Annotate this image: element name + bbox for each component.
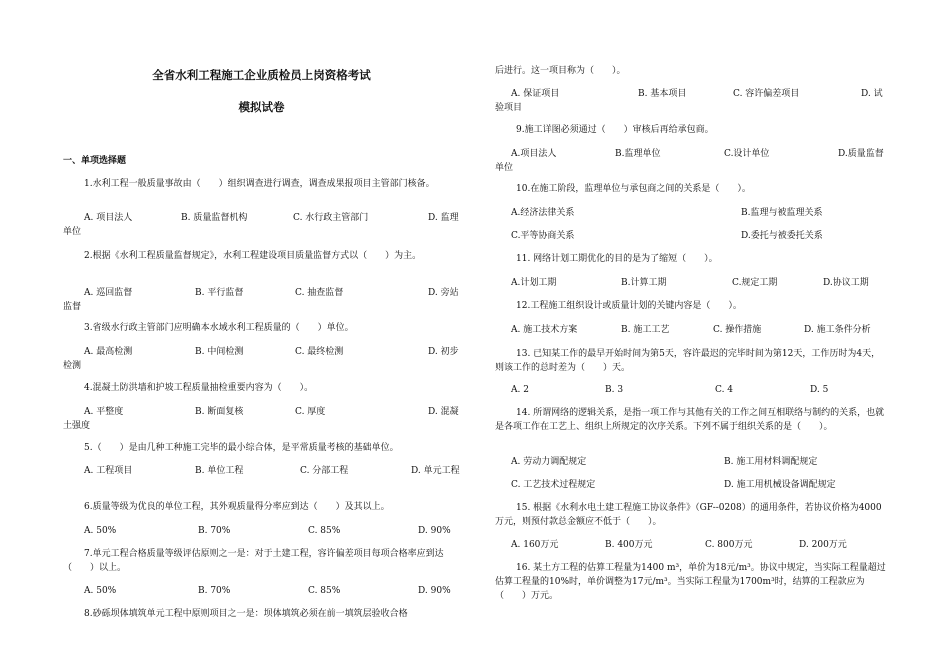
option-b: B. 质量监督机构 xyxy=(181,213,248,223)
option-c: C. 水行政主管部门 xyxy=(293,213,369,223)
question-16 xyxy=(495,561,887,603)
question-1 xyxy=(63,177,460,191)
option-c: C.设计单位 xyxy=(724,149,770,159)
options-7 xyxy=(63,584,460,598)
question-stem: 1.水利工程一般质量事故由（ ）组织调查进行调查，调查成果报项目主管部门核备。 xyxy=(84,179,435,189)
question-stem: 4.混凝土防洪墙和护坡工程质量抽检重要内容为（ ）。 xyxy=(84,383,314,393)
option-a: A. 160万元 xyxy=(511,540,559,550)
question-stem: 14. 所谓网络的逻辑关系，是指一项工作与其他有关的工作之间互相联络与制约的关系，也就是各项工作在工艺上、组织上所规定的次序关系。下列不属于组织关系的是（ ）。 xyxy=(495,408,885,432)
option-d: D. 混凝土强度 xyxy=(63,407,459,431)
option-b: B. 3 xyxy=(605,385,624,395)
question-stem: 7.单元工程合格质量等级评估原则之一是：对于土建工程，容许偏差项目每项合格率应到达（ ）以上。 xyxy=(63,549,444,573)
question-3 xyxy=(63,321,460,335)
option-c: C. 操作措施 xyxy=(713,325,762,335)
option-b: B. 单位工程 xyxy=(195,466,244,476)
option-c: C. 工艺技术过程规定 xyxy=(511,480,596,490)
option-c: C. 容许偏差项目 xyxy=(733,89,800,99)
question-stem: 5.（ ）是由几种工种施工完毕的最小综合体，是平常质量考核的基础单位。 xyxy=(84,443,399,453)
question-10 xyxy=(495,182,887,196)
options-10-row2 xyxy=(495,229,887,243)
option-a: A. 工程项目 xyxy=(84,466,133,476)
option-b: B. 基本项目 xyxy=(638,89,687,99)
question-stem: 8.砂砾坝体填筑单元工程中原则项目之一是：坝体填筑必须在前一填筑层验收合格 xyxy=(84,609,408,619)
option-d: D. 单元工程 xyxy=(411,466,460,476)
question-stem: 6.质量等级为优良的单位工程，其外观质量得分率应到达（ ）及其以上。 xyxy=(84,502,390,512)
options-6 xyxy=(63,524,460,538)
section-heading: 一、单项选择题 xyxy=(63,156,127,166)
option-a: A. 最高检测 xyxy=(84,347,133,357)
question-8 xyxy=(63,607,460,621)
option-d: D.委托与被委托关系 xyxy=(741,231,823,241)
option-c: C. 厚度 xyxy=(295,407,326,417)
options-14 xyxy=(495,455,887,469)
option-c: C.平等协商关系 xyxy=(511,231,575,241)
option-c: C. 抽查监督 xyxy=(295,288,344,298)
option-a: A. 劳动力调配规定 xyxy=(511,457,587,467)
option-a: A. 2 xyxy=(511,385,529,395)
option-a: A. 50% xyxy=(84,586,117,596)
question-15 xyxy=(495,501,887,529)
option-b: B. 中间检测 xyxy=(195,347,244,357)
option-a: A. 项目法人 xyxy=(84,213,133,223)
question-stem: 10.在施工阶段，监理单位与承包商之间的关系是（ ）。 xyxy=(516,184,751,194)
option-a: A.经济法律关系 xyxy=(511,208,575,218)
option-c: C. 85% xyxy=(308,526,341,536)
option-b: B. 施工工艺 xyxy=(621,325,670,335)
question-stem: 9.施工详图必须通过（ ）审核后再给承包商。 xyxy=(516,125,714,135)
question-stem: 11. 网络计划工期优化的目的是为了缩短（ ）。 xyxy=(516,254,718,264)
question-2 xyxy=(63,249,460,263)
options-8 xyxy=(495,87,887,115)
question-stem: 15. 根据《水利水电土建工程施工协议条件》（GF--0208）的通用条件，若协议价格为4000万元，则预付款总金额应不低于（ ）。 xyxy=(495,503,882,527)
options-14-row2 xyxy=(495,478,887,492)
option-a: A. 巡回监督 xyxy=(84,288,133,298)
question-stem: 16. 某土方工程的估算工程量为1400 m³，单价为18元/m³。协议中规定，当实际工程量超过估算工程量的10%时，单价调整为17元/m³。当实际工程量为1700m³时，结算的工程款应为（ ）万元。 xyxy=(495,563,886,601)
question-6 xyxy=(63,500,460,514)
option-b: B.监理单位 xyxy=(615,149,661,159)
options-4 xyxy=(63,405,460,433)
options-9 xyxy=(495,147,887,175)
options-2 xyxy=(63,286,460,314)
question-11 xyxy=(495,252,887,266)
option-d: D.协议工期 xyxy=(823,278,869,288)
option-a: A.计划工期 xyxy=(511,278,557,288)
option-d: D. 试验项目 xyxy=(495,89,883,113)
options-1 xyxy=(63,211,460,239)
question-stem: 13. 已知某工作的最早开始时间为第5天，容许最迟的完毕时间为第12天，工作历时为4天，则该工作的总时差为（ ）天。 xyxy=(495,349,881,373)
option-a: A. 平整度 xyxy=(84,407,124,417)
option-d: D.质量监督单位 xyxy=(495,149,884,173)
question-14 xyxy=(495,406,887,434)
option-d: D. 施工用机械设备调配规定 xyxy=(724,480,836,490)
exam-title: 全省水利工程施工企业质检员上岗资格考试 xyxy=(152,68,371,82)
option-b: B.计算工期 xyxy=(621,278,667,288)
option-d: D. 初步检测 xyxy=(63,347,459,371)
options-5 xyxy=(63,464,460,492)
question-8-continued xyxy=(495,64,887,78)
options-13 xyxy=(495,383,887,397)
option-c: C.规定工期 xyxy=(732,278,778,288)
option-c: C. 4 xyxy=(715,385,734,395)
options-12 xyxy=(495,323,887,337)
options-3 xyxy=(63,345,460,373)
option-a: A.项目法人 xyxy=(511,149,557,159)
question-stem-continued: 后进行。这一项目称为（ ）。 xyxy=(495,66,626,76)
option-b: B. 断面复核 xyxy=(195,407,244,417)
question-5 xyxy=(63,441,460,455)
option-c: C. 最终检测 xyxy=(295,347,344,357)
question-12 xyxy=(495,299,887,313)
exam-subtitle: 模拟试卷 xyxy=(238,100,285,114)
option-a: A. 施工技术方案 xyxy=(511,325,578,335)
question-4 xyxy=(63,381,460,395)
question-9 xyxy=(495,123,887,137)
option-d: D. 5 xyxy=(810,385,829,395)
option-b: B.监理与被监理关系 xyxy=(741,208,823,218)
option-c: C. 分部工程 xyxy=(300,466,349,476)
options-11 xyxy=(495,276,887,290)
option-b: B. 400万元 xyxy=(605,540,653,550)
option-d: D. 旁站监督 xyxy=(63,288,459,312)
option-a: A. 50% xyxy=(84,526,117,536)
option-c: C. 85% xyxy=(308,586,341,596)
option-d: D. 200万元 xyxy=(799,540,847,550)
option-d: D. 监理单位 xyxy=(63,213,459,237)
question-stem: 2.根据《水利工程质量监督规定》，水利工程建设项目质量监督方式以（ ）为主。 xyxy=(84,251,422,261)
question-stem: 3.省级水行政主管部门应明确本水域水利工程质量的（ ）单位。 xyxy=(84,323,354,333)
option-d: D. 90% xyxy=(418,586,451,596)
option-b: B. 70% xyxy=(198,526,231,536)
options-10 xyxy=(495,206,887,220)
option-b: B. 平行监督 xyxy=(195,288,244,298)
question-7 xyxy=(63,547,460,575)
option-c: C. 800万元 xyxy=(705,540,753,550)
option-d: D. 施工条件分析 xyxy=(804,325,871,335)
question-13 xyxy=(495,347,887,375)
option-d: D. 90% xyxy=(418,526,451,536)
option-a: A. 保证项目 xyxy=(511,89,560,99)
option-b: B. 70% xyxy=(198,586,231,596)
option-b: B. 施工用材料调配规定 xyxy=(724,457,818,467)
question-stem: 12.工程施工组织设计或质量计划的关键内容是（ ）。 xyxy=(516,301,742,311)
options-15 xyxy=(495,538,887,552)
